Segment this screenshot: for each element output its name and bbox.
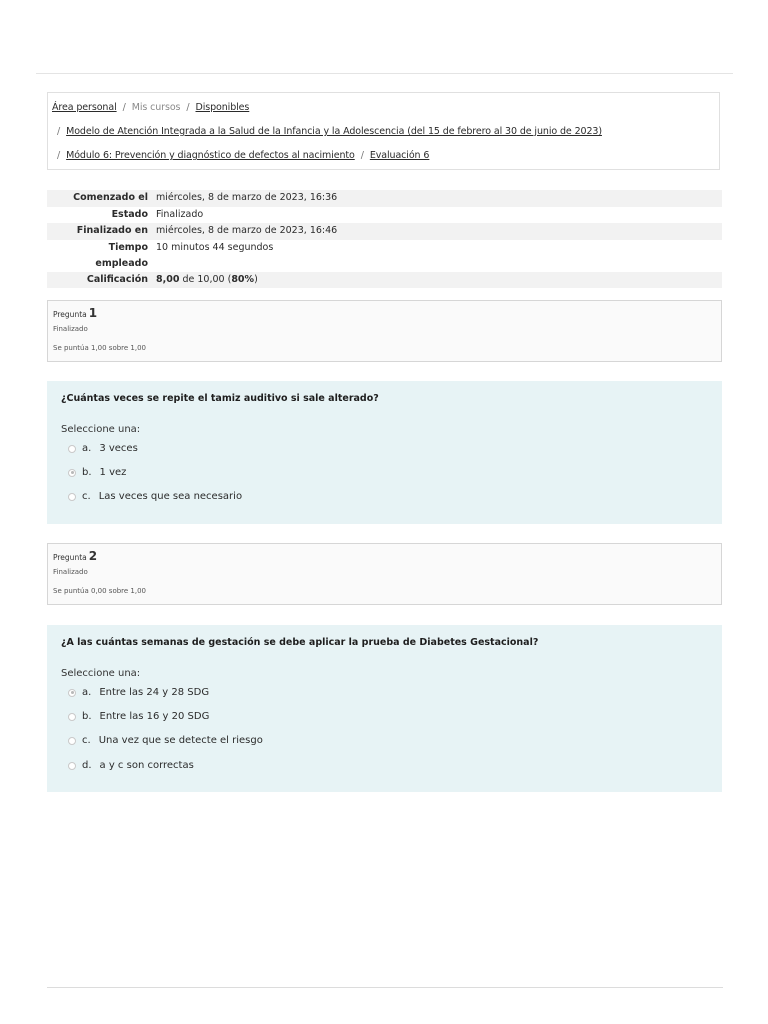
breadcrumb-my-courses[interactable]: Mis cursos	[131, 102, 181, 113]
radio-selected-icon[interactable]	[68, 689, 76, 697]
started-label: Comenzado el	[47, 190, 156, 207]
time-label	[47, 240, 156, 272]
option-text: Entre las 24 y 28 SDG	[99, 687, 210, 698]
summary-row-grade	[47, 272, 722, 289]
breadcrumb-module-link[interactable]: Módulo 6: Prevención y diagnóstico de defectos al nacimiento	[66, 150, 355, 161]
footer-divider	[47, 987, 723, 988]
time-label-line-2: empleado	[95, 257, 148, 269]
question-number-value: 2	[88, 549, 98, 563]
question-grade: Se puntúa 1,00 sobre 1,00	[53, 344, 147, 352]
summary-row-started	[47, 190, 722, 207]
option-text: Las veces que sea necesario	[98, 491, 243, 502]
radio-icon[interactable]	[68, 737, 76, 745]
breadcrumb-separator: /	[57, 126, 61, 137]
option-text: a y c son correctas	[99, 760, 194, 771]
header-divider	[36, 73, 733, 74]
grade-percent: 80%	[231, 273, 255, 285]
radio-icon[interactable]	[68, 713, 76, 721]
answer-option-a[interactable]	[68, 443, 138, 454]
breadcrumb-line-3	[57, 150, 429, 161]
question-label: Pregunta	[53, 310, 87, 319]
breadcrumb-course-link[interactable]: Modelo de Atención Integrada a la Salud de la Infancia y la Adolescencia (del 15 de febrero al 30 de junio de 2023)	[66, 126, 602, 137]
finished-value: miércoles, 8 de marzo de 2023, 16:46	[156, 223, 722, 240]
state-label: Estado	[111, 208, 148, 220]
grade-label: Calificación	[47, 272, 156, 289]
breadcrumb-separator: /	[122, 102, 126, 113]
question-2-info	[47, 543, 722, 605]
summary-row-state	[47, 207, 722, 224]
breadcrumb-home-link[interactable]: Área personal	[52, 102, 117, 113]
question-state: Finalizado	[53, 568, 88, 576]
grade-end: )	[254, 273, 258, 285]
option-letter: c.	[82, 491, 91, 502]
option-text: 1 vez	[99, 467, 127, 478]
radio-icon[interactable]	[68, 762, 76, 770]
question-text: ¿A las cuántas semanas de gestación se debe aplicar la prueba de Diabetes Gestacional?	[61, 637, 539, 648]
answer-prompt: Seleccione una:	[61, 668, 141, 679]
answer-option-b[interactable]	[68, 467, 126, 478]
breadcrumb-line-1	[52, 102, 249, 113]
option-letter: b.	[82, 467, 92, 478]
radio-icon[interactable]	[68, 445, 76, 453]
breadcrumb-evaluation-link[interactable]: Evaluación 6	[369, 150, 430, 161]
question-1-info	[47, 300, 722, 362]
option-text: Entre las 16 y 20 SDG	[99, 711, 210, 722]
option-letter: a.	[82, 443, 92, 454]
answer-option-c[interactable]	[68, 735, 263, 746]
question-label: Pregunta	[53, 553, 87, 562]
question-number-value: 1	[88, 306, 98, 320]
finished-label: Finalizado en	[47, 223, 156, 240]
grade-value	[156, 272, 722, 289]
started-value: miércoles, 8 de marzo de 2023, 16:36	[156, 190, 722, 207]
breadcrumb-separator: /	[360, 150, 364, 161]
radio-icon[interactable]	[68, 493, 76, 501]
time-value: 10 minutos 44 segundos	[156, 241, 274, 253]
question-2-content	[47, 625, 722, 792]
answer-prompt: Seleccione una:	[61, 424, 141, 435]
question-state: Finalizado	[53, 325, 88, 333]
summary-row-time	[47, 240, 722, 272]
summary-row-finished	[47, 223, 722, 240]
question-1-content	[47, 381, 722, 524]
attempt-summary-table	[47, 190, 722, 288]
breadcrumb-available-link[interactable]: Disponibles	[195, 102, 250, 113]
state-value: Finalizado	[156, 208, 204, 220]
option-letter: c.	[82, 735, 91, 746]
question-number	[53, 306, 97, 320]
question-grade: Se puntúa 0,00 sobre 1,00	[53, 587, 147, 595]
time-label-line-1: Tiempo	[108, 241, 148, 253]
option-letter: b.	[82, 711, 92, 722]
question-number	[53, 549, 97, 563]
grade-score: 8,00	[156, 273, 180, 285]
radio-selected-icon[interactable]	[68, 469, 76, 477]
grade-mid: de 10,00 (	[182, 273, 232, 285]
answer-option-b[interactable]	[68, 711, 209, 722]
breadcrumb-line-2	[57, 126, 602, 137]
breadcrumb-separator: /	[186, 102, 190, 113]
answer-option-d[interactable]	[68, 760, 194, 771]
answer-option-c[interactable]	[68, 491, 242, 502]
answer-option-a[interactable]	[68, 687, 209, 698]
option-text: Una vez que se detecte el riesgo	[98, 735, 263, 746]
option-letter: d.	[82, 760, 92, 771]
option-letter: a.	[82, 687, 92, 698]
question-text: ¿Cuántas veces se repite el tamiz auditivo si sale alterado?	[61, 393, 379, 404]
option-text: 3 veces	[99, 443, 138, 454]
breadcrumb-separator: /	[57, 150, 61, 161]
breadcrumb	[47, 92, 720, 170]
